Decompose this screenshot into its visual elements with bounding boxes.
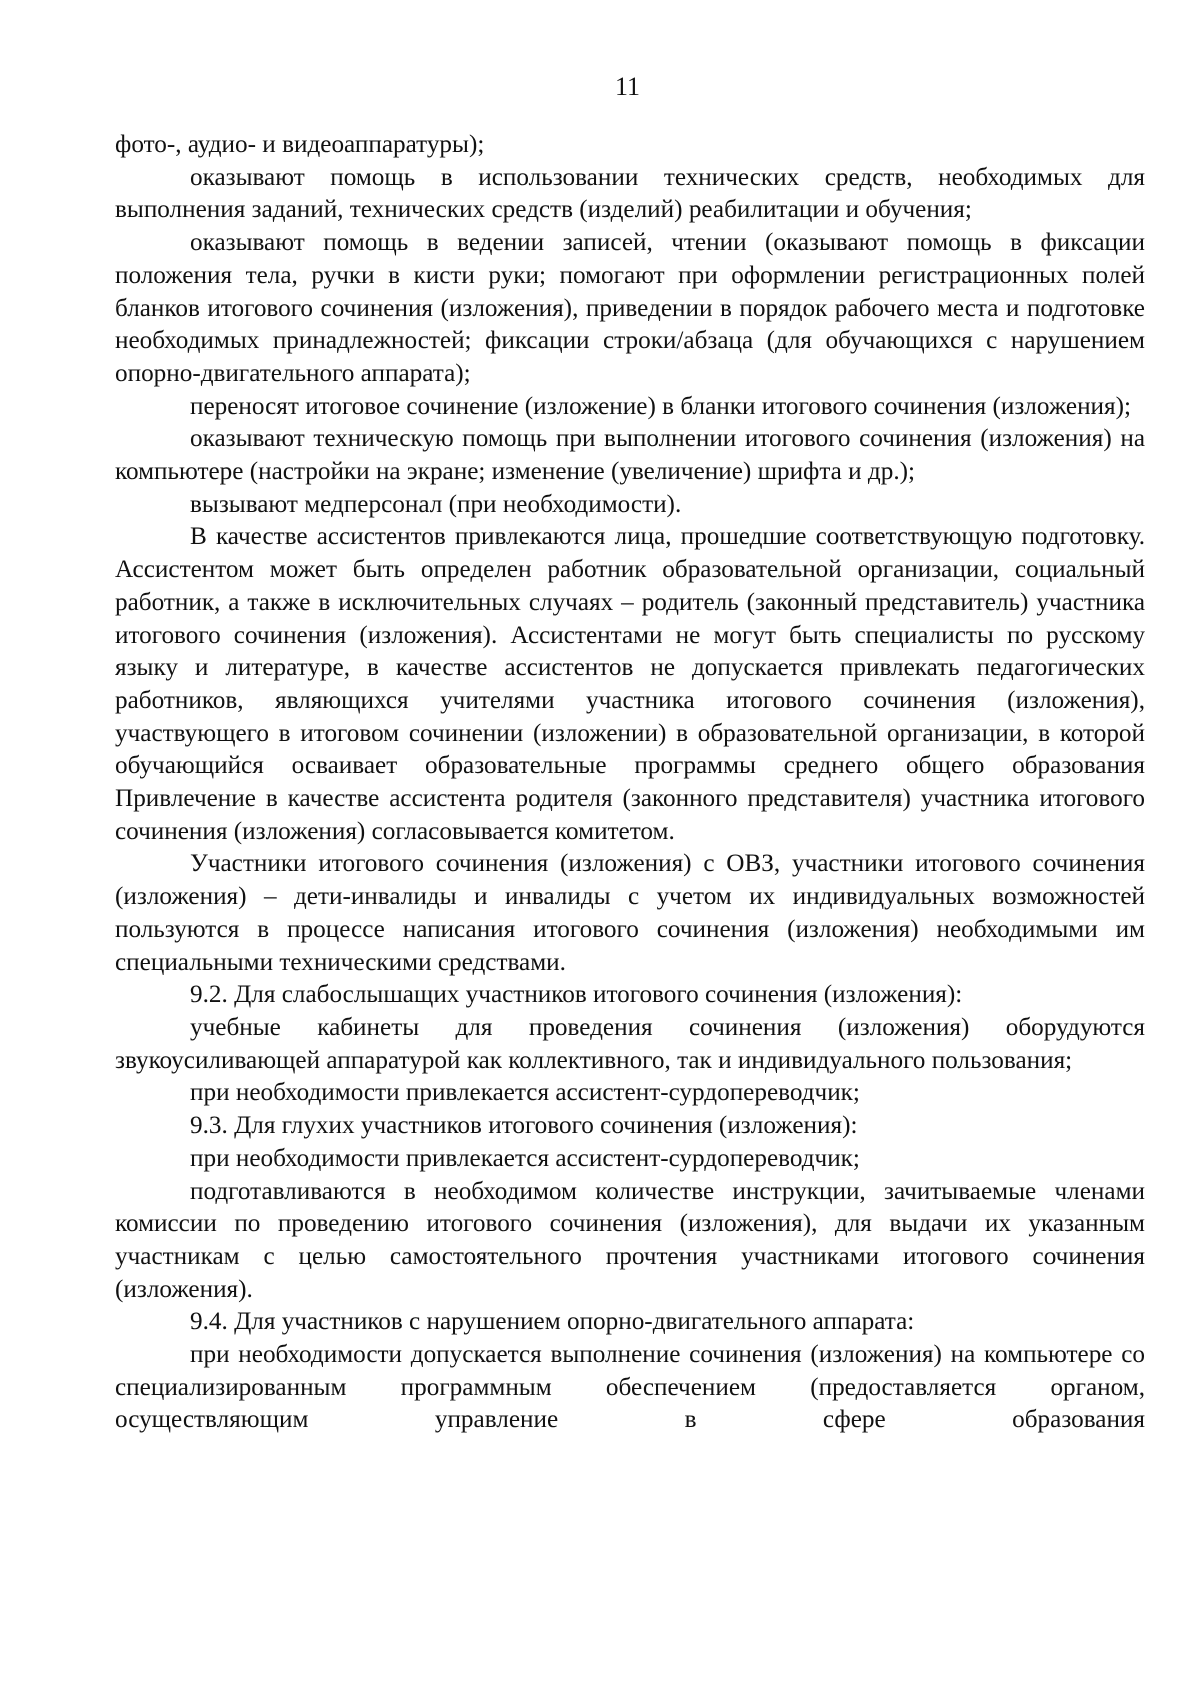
paragraph: оказывают помощь в использовании технических средств, необходимых для выполнения заданий, технических средств (изделий) реабилитации и обучения; xyxy=(115,163,1145,224)
paragraph: 9.4. Для участников с нарушением опорно-двигательного аппарата: xyxy=(190,1308,915,1336)
document-body xyxy=(115,129,1145,1437)
paragraph: вызывают медперсонал (при необходимости). xyxy=(190,490,682,518)
paragraph: 9.3. Для глухих участников итогового сочинения (изложения): xyxy=(190,1112,858,1140)
paragraph: подготавливаются в необходимом количестве инструкции, зачитываемые членами комиссии по проведению итогового сочинения (изложения), для выдачи их указанным участникам с целью самостоятельного прочтения участниками итогового сочинения (изложения). xyxy=(115,1177,1145,1303)
page-number: 11 xyxy=(614,72,641,101)
paragraph: переносят итоговое сочинение (изложение) в бланки итогового сочинения (изложения); xyxy=(190,392,1131,420)
paragraph: оказывают помощь в ведении записей, чтении (оказывают помощь в фиксации положения тела, ручки в кисти руки; помогают при оформлении регистрационных полей бланков итогового сочинения (изложения), приведении в порядок рабочего места и подготовке необходимых принадлежностей; фиксации строки/абзаца (для обучающихся с нарушением опорно-двигательного аппарата); xyxy=(115,229,1145,387)
paragraph: при необходимости допускается выполнение сочинения (изложения) на компьютере со специализированным программным обеспечением (предоставляется органом, осуществляющим управление в сфере образования xyxy=(115,1341,1145,1434)
paragraph: фото-, аудио- и видеоаппаратуры); xyxy=(115,131,485,158)
paragraph: 9.2. Для слабослышащих участников итогового сочинения (изложения): xyxy=(190,981,963,1009)
paragraph: В качестве ассистентов привлекаются лица, прошедшие соответствующую подготовку. Ассистентом может быть определен работник образовательной организации, социальный работник, а также в исключительных случаях – родитель (законный представитель) участника итогового сочинения (изложения). Ассистентами не могут быть специалисты по русскому языку и литературе, в качестве ассистентов не допускается привлекать педагогических работников, являющихся учителями участника итогового сочинения (изложения), участвующего в итоговом сочинении (изложении) в образовательной организации, в которой обучающийся осваивает образовательные программы среднего общего образования Привлечение в качестве ассистента родителя (законного представителя) участника итогового сочинения (изложения) согласовывается комитетом. xyxy=(115,523,1145,845)
paragraph: при необходимости привлекается ассистент-сурдопереводчик; xyxy=(190,1079,860,1107)
paragraph: при необходимости привлекается ассистент-сурдопереводчик; xyxy=(190,1144,860,1172)
paragraph: учебные кабинеты для проведения сочинения (изложения) оборудуются звукоусиливающей аппаратурой как коллективного, так и индивидуального пользования; xyxy=(115,1013,1145,1074)
paragraph: Участники итогового сочинения (изложения) с ОВЗ, участники итогового сочинения (изложения) – дети-инвалиды и инвалиды с учетом их индивидуальных возможностей пользуются в процессе написания итогового сочинения (изложения) необходимыми им специальными техническими средствами. xyxy=(115,850,1145,976)
paragraph: оказывают техническую помощь при выполнении итогового сочинения (изложения) на компьютере (настройки на экране; изменение (увеличение) шрифта и др.); xyxy=(115,425,1145,486)
